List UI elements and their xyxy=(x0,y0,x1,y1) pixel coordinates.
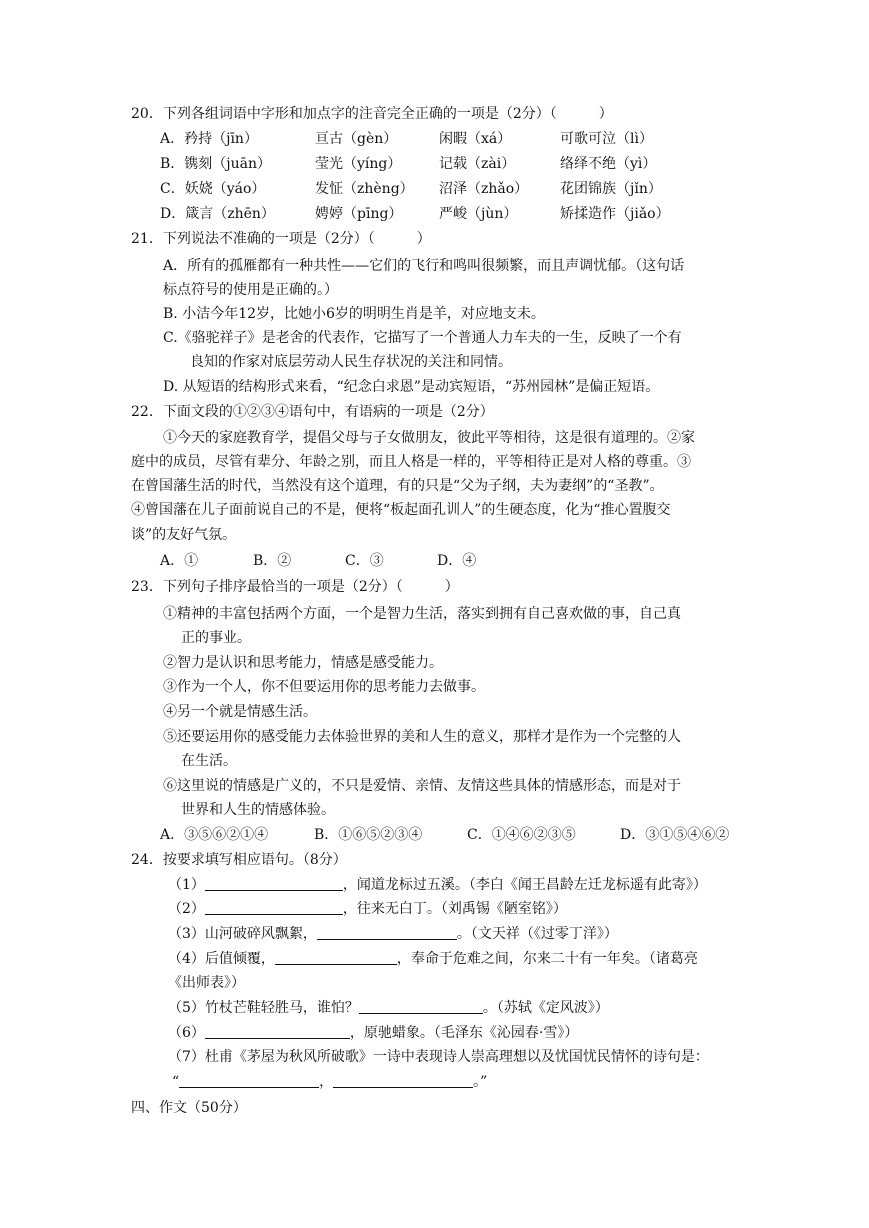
q23-option-c: C．①④⑥②③⑤ xyxy=(467,827,576,843)
q23-sentence-3: ③作为一个人，你不但要运用你的思考能力去做事。 xyxy=(163,679,485,695)
q24-item-7-comma: ， xyxy=(319,1074,334,1090)
q23-stem: 23．下列句子排序最恰当的一项是（2分）（ ） xyxy=(131,579,459,595)
section-4-title: 四、作文（50分） xyxy=(131,1100,247,1116)
q20-d-3: 严峻（jùn） xyxy=(439,206,518,222)
q21-option-c-line1: C.《骆驼祥子》是老舍的代表作，它描写了一个普通人力车夫的一生，反映了一个有 xyxy=(163,330,682,346)
q24-item-2-num: （2） xyxy=(168,901,205,917)
q24-item-4-pre: （4）后值倾覆， xyxy=(168,951,275,967)
q20-a-1: A．矜持（jīn） xyxy=(160,131,258,147)
q24-item-7-answer xyxy=(172,1072,487,1092)
q23-sentence-5b: 在生活。 xyxy=(181,753,237,769)
q24-item-4 xyxy=(168,949,698,969)
q23-option-b: B．①⑥⑤②③④ xyxy=(314,827,423,843)
q24-item-7: （7）杜甫《茅屋为秋风所破歌》一诗中表现诗人崇高理想以及忧国忧民情怀的诗句是： xyxy=(168,1049,709,1065)
q21-option-d: D. 从短语的结构形式来看，“纪念白求恩”是动宾短语，“苏州园林”是偏正短语。 xyxy=(163,379,660,395)
q20-d-1: D．箴言（zhēn） xyxy=(160,206,275,222)
q24-item-6 xyxy=(168,1023,578,1043)
q24-item-3-blank[interactable] xyxy=(317,925,457,940)
q20-stem: 20．下列各组词语中字形和加点字的注音完全正确的一项是（2分）（ ） xyxy=(131,106,613,122)
q24-stem: 24．按要求填写相应语句。（8分） xyxy=(131,852,347,868)
q20-a-3: 闲暇（xá） xyxy=(439,131,512,147)
q20-c-3: 沼泽（zhǎo） xyxy=(439,181,529,197)
q23-sentence-1a: ①精神的丰富包括两个方面，一个是智力生活，落实到拥有自己喜欢做的事，自己真 xyxy=(163,606,681,622)
q24-item-4-source: 《出师表》） xyxy=(168,975,245,991)
q24-item-6-num: （6） xyxy=(168,1025,205,1041)
q22-passage-line4: ④曾国藩在儿子面前说自己的不是，便将“板起面孔训人”的生硬态度，化为“推心置腹交 xyxy=(131,502,671,518)
q20-d-4: 矫揉造作（jiǎo） xyxy=(560,206,670,222)
q20-a-2: 亘古（gèn） xyxy=(315,131,398,147)
q24-item-1-blank[interactable] xyxy=(205,876,343,891)
q23-option-d: D．③①⑤④⑥② xyxy=(620,827,730,843)
q24-item-3 xyxy=(168,924,618,944)
q20-b-3: 记载（zài） xyxy=(439,156,516,172)
q20-c-2: 发怔（zhèng） xyxy=(315,181,414,197)
q23-sentence-2: ②智力是认识和思考能力，情感是感受能力。 xyxy=(163,655,443,671)
q22-option-b: B．② xyxy=(253,553,292,569)
q23-sentence-6b: 世界和人生的情感体验。 xyxy=(181,802,335,818)
q24-item-7-blank-2[interactable] xyxy=(333,1073,473,1088)
q24-item-2-text: ，往来无白丁。（刘禹锡《陋室铭》） xyxy=(342,901,567,917)
q24-item-4-post: ，奉命于危难之间，尔来二十有一年矣。（诸葛亮 xyxy=(396,951,698,967)
q22-option-c: C．③ xyxy=(345,553,384,569)
q20-c-1: C．妖娆（yáo） xyxy=(160,181,266,197)
q24-item-2 xyxy=(168,899,567,919)
q20-c-4: 花团锦族（jǐn） xyxy=(560,181,662,197)
q22-passage-line1: ①今天的家庭教育学，提倡父母与子女做朋友，彼此平等相待，这是很有道理的。②家 xyxy=(163,430,695,446)
q24-item-6-text: ，原驰蜡象。（毛泽东《沁园春·雪》） xyxy=(349,1025,579,1041)
q22-option-d: D．④ xyxy=(437,553,477,569)
q24-item-3-pre: （3）山河破碎风飘絮， xyxy=(168,926,317,942)
q24-item-3-post: 。（文天祥（《过零丁洋》） xyxy=(456,926,618,942)
q24-item-5 xyxy=(168,998,609,1018)
q20-b-4: 络绎不绝（yì） xyxy=(560,156,657,172)
q21-option-c-line2: 良知的作家对底层劳动人民生存状况的关注和同情。 xyxy=(190,354,512,370)
q24-item-1 xyxy=(168,875,707,895)
q23-sentence-1b: 正的事业。 xyxy=(181,630,251,646)
q24-item-7-blank-1[interactable] xyxy=(179,1073,319,1088)
q24-item-4-blank[interactable] xyxy=(275,950,397,965)
q20-b-2: 莹光（yíng） xyxy=(315,156,402,172)
q21-option-b: B. 小洁今年12岁，比她小6岁的明明生肖是羊，对应地支未。 xyxy=(163,306,545,322)
q22-passage-line2: 庭中的成员，尽管有辈分、年龄之别，而且人格是一样的，平等相待正是对人格的尊重。③ xyxy=(131,454,691,470)
q22-option-a: A．① xyxy=(160,553,199,569)
q24-item-5-blank[interactable] xyxy=(359,999,483,1014)
q24-item-5-pre: （5）竹杖芒鞋轻胜马，谁怕？ xyxy=(168,1000,359,1016)
q22-stem: 22．下面文段的①②③④语句中，有语病的一项是（2分） xyxy=(131,404,494,420)
q24-item-2-blank[interactable] xyxy=(205,900,343,915)
q24-item-6-blank[interactable] xyxy=(205,1024,350,1039)
q21-option-a-line2: 标点符号的使用是正确的。） xyxy=(163,282,338,298)
q22-passage-line3: 在曾国藩生活的时代，当然没有这个道理，有的只是“父为子纲，夫为妻纲”的“圣教”。 xyxy=(131,478,664,494)
q24-item-1-num: （1） xyxy=(168,877,205,893)
q21-stem: 21．下列说法不准确的一项是（2分）（ ） xyxy=(131,231,431,247)
q23-sentence-5a: ⑤还要运用你的感受能力去体验世界的美和人生的意义，那样才是作为一个完整的人 xyxy=(163,729,681,745)
q24-item-7-close: 。” xyxy=(473,1074,488,1090)
q23-sentence-6a: ⑥这里说的情感是广义的，不只是爱情、亲情、友情这些具体的情感形态，而是对于 xyxy=(163,778,681,794)
q20-d-2: 娉婷（pīng） xyxy=(315,206,403,222)
q20-a-4: 可歌可泣（lì） xyxy=(560,131,653,147)
q24-item-7-open-quote: “ xyxy=(172,1074,180,1090)
q23-sentence-4: ④另一个就是情感生活。 xyxy=(163,704,317,720)
q22-passage-line5: 谈”的友好气氛。 xyxy=(131,527,237,543)
q24-item-1-text: ，闻道龙标过五溪。（李白《闻王昌龄左迁龙标遥有此寄》） xyxy=(342,877,707,893)
q21-option-a-line1: A．所有的孤雁都有一种共性——它们的飞行和鸣叫很频繁，而且声调忧郁。（这句话 xyxy=(163,258,685,274)
q20-b-1: B．镌刻（juān） xyxy=(160,156,272,172)
q23-option-a: A．③⑤⑥②①④ xyxy=(160,827,269,843)
q24-item-5-post: 。（苏轼《定风波》） xyxy=(482,1000,609,1016)
